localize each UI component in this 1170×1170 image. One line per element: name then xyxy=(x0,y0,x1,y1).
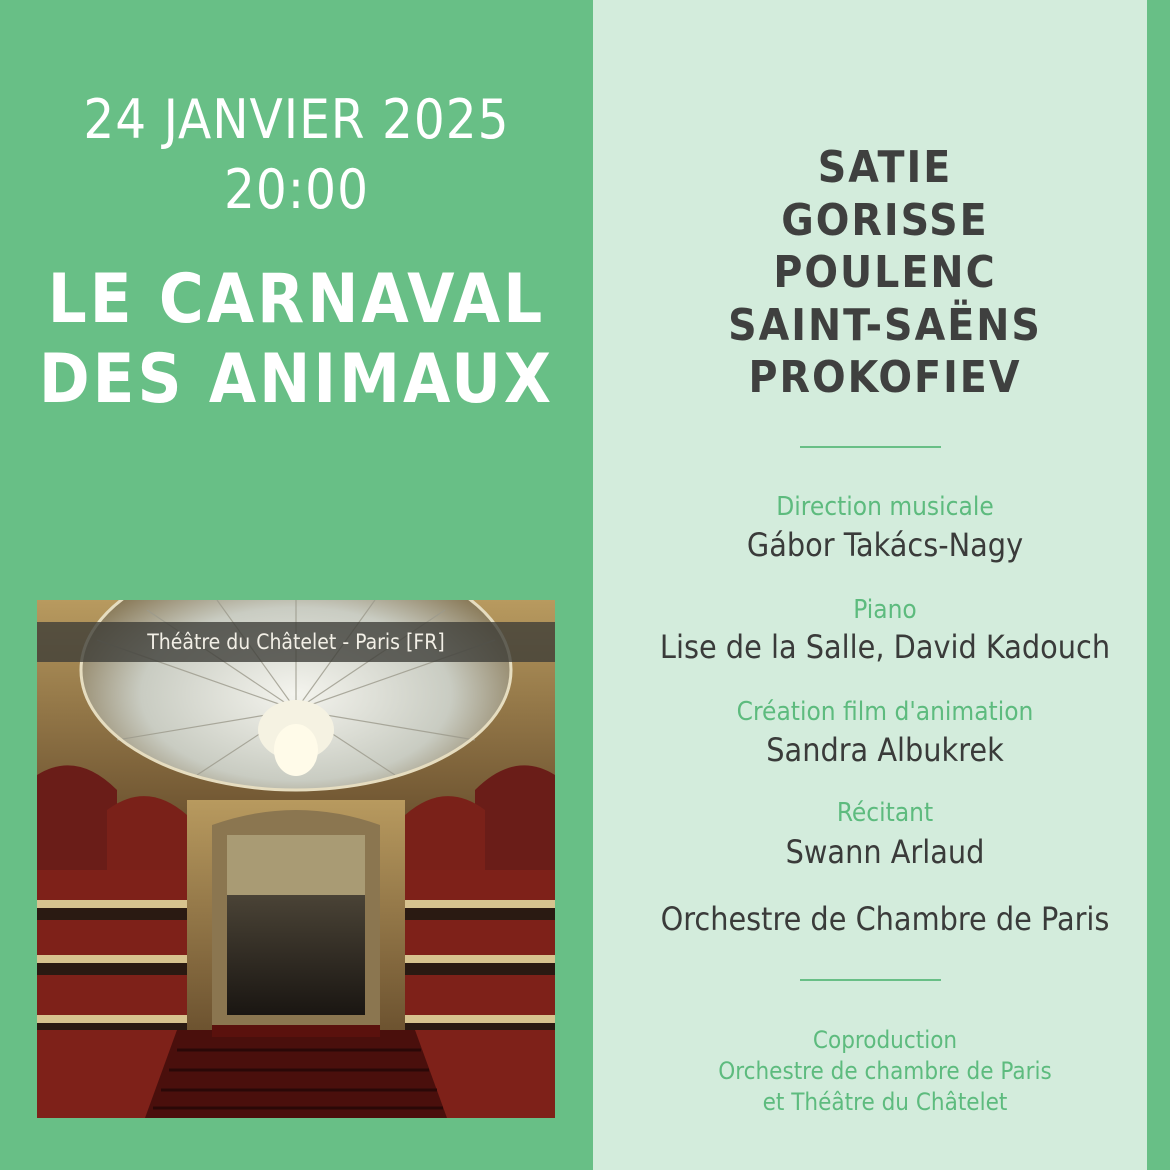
credit-name: Swann Arlaud xyxy=(785,833,985,871)
event-title-line1: LE CARNAVAL xyxy=(47,260,546,339)
composer-name: SATIE xyxy=(817,142,953,193)
composers-list xyxy=(593,142,1170,405)
composer-name: GORISSE xyxy=(781,194,989,246)
theatre-photo xyxy=(37,600,555,1118)
credit-role: Création film d'animation xyxy=(736,697,1034,727)
composer-name: PROKOFIEV xyxy=(748,352,1022,403)
coproduction-label: Coproduction xyxy=(812,1026,958,1054)
coproduction-line1: Orchestre de chambre de Paris xyxy=(718,1057,1052,1085)
divider-bottom xyxy=(800,979,941,981)
credit-role: Récitant xyxy=(836,798,934,828)
composer-name: POULENC xyxy=(773,247,997,298)
theatre-interior-illustration xyxy=(37,600,555,1118)
event-title-line2: DES ANIMAUX xyxy=(38,340,555,419)
credit-role: Piano xyxy=(853,595,917,625)
event-time: 20:00 xyxy=(224,158,369,221)
composer-name: SAINT-SAËNS xyxy=(728,299,1042,351)
credit-name: Gábor Takács-Nagy xyxy=(746,526,1024,564)
event-date: 24 JANVIER 2025 xyxy=(83,88,510,151)
credit-role: Direction musicale xyxy=(776,492,994,522)
coproduction-line2: et Théâtre du Châtelet xyxy=(762,1088,1008,1116)
photo-caption: Théâtre du Châtelet - Paris [FR] xyxy=(37,622,555,662)
credit-name: Sandra Albukrek xyxy=(766,731,1004,769)
divider-top xyxy=(800,446,941,448)
credit-name: Lise de la Salle, David Kadouch xyxy=(659,628,1111,666)
orchestra-name: Orchestre de Chambre de Paris xyxy=(660,900,1110,938)
